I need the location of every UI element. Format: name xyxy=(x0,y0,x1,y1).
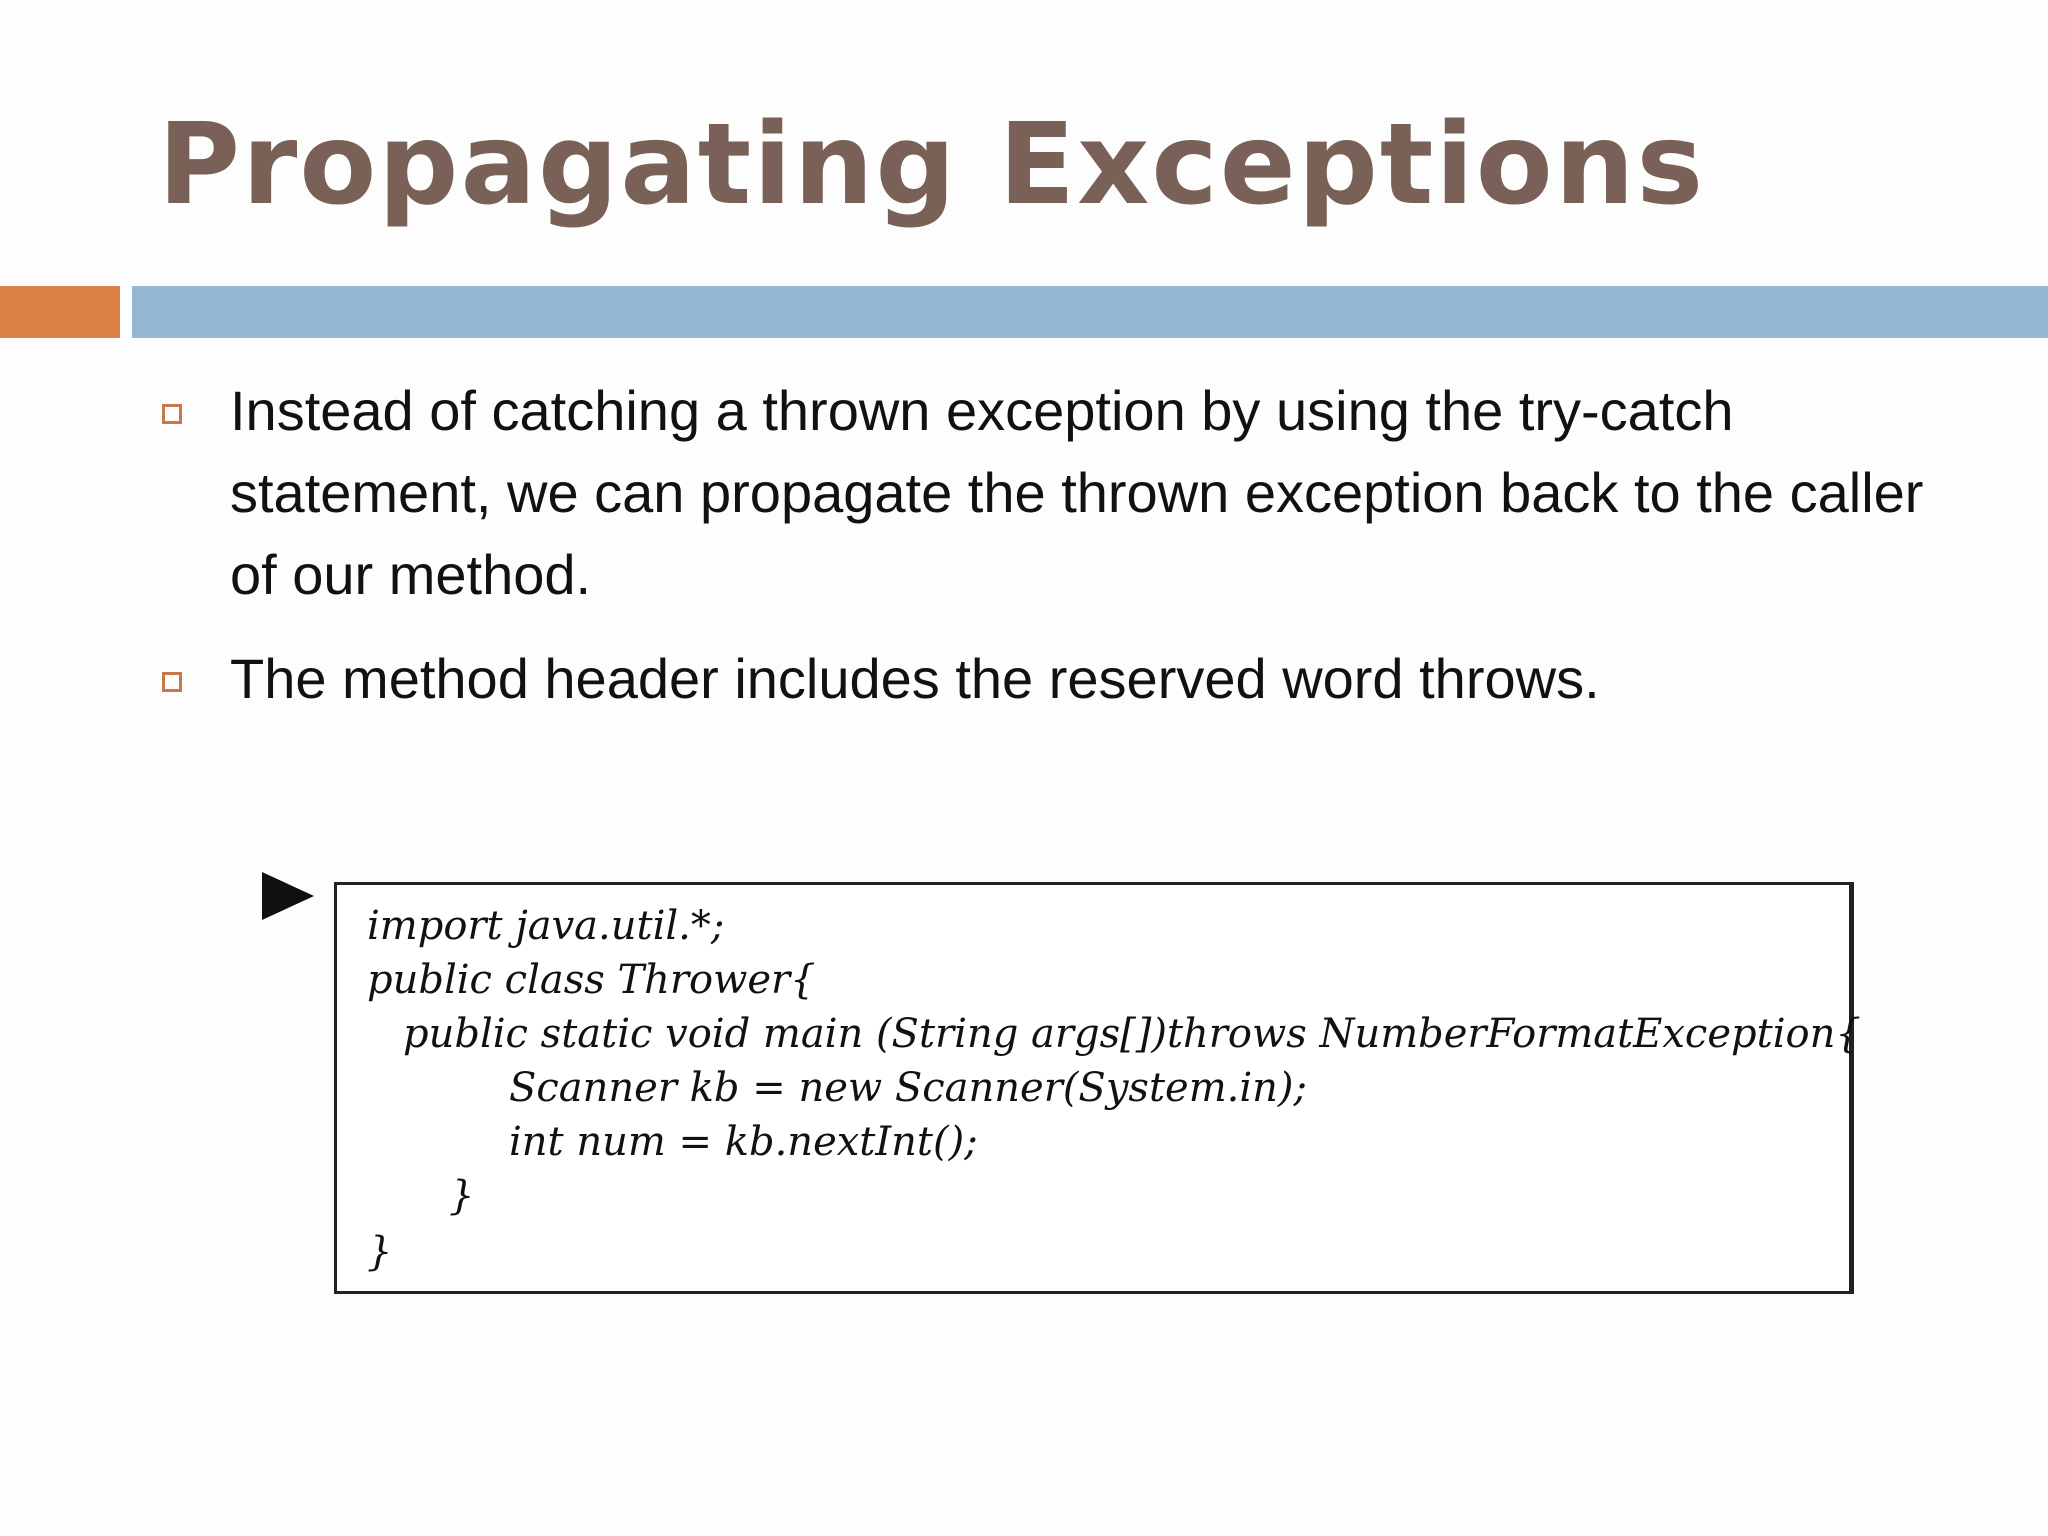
accent-bar-blue xyxy=(132,286,2048,338)
bullet-list xyxy=(158,370,1958,742)
bullet-text: The method header includes the reserved word throws. xyxy=(230,647,1600,710)
square-bullet-icon xyxy=(162,404,182,424)
pointer-arrow-icon xyxy=(262,872,314,920)
code-line: Scanner kb = new Scanner(System.in); xyxy=(509,1065,1307,1111)
code-line: import java.util.*; xyxy=(367,903,725,949)
code-line: public class Thrower{ xyxy=(367,957,816,1003)
code-line: } xyxy=(367,1229,393,1275)
accent-bar-orange xyxy=(0,286,120,338)
code-line: } xyxy=(449,1173,475,1219)
bullet-item xyxy=(158,638,1958,720)
square-bullet-icon xyxy=(162,672,182,692)
bullet-text: Instead of catching a thrown exception by using the try-catch statement, we can propagate the thrown exception back to the caller of our method. xyxy=(230,379,1924,606)
code-snippet-box xyxy=(334,882,1861,1294)
code-line: public static void main (String args[])throws NumberFormatException{ xyxy=(403,1011,1861,1057)
bullet-item xyxy=(158,370,1958,616)
code-line: int num = kb.nextInt(); xyxy=(509,1119,978,1165)
slide-title: Propagating Exceptions xyxy=(158,100,1706,230)
